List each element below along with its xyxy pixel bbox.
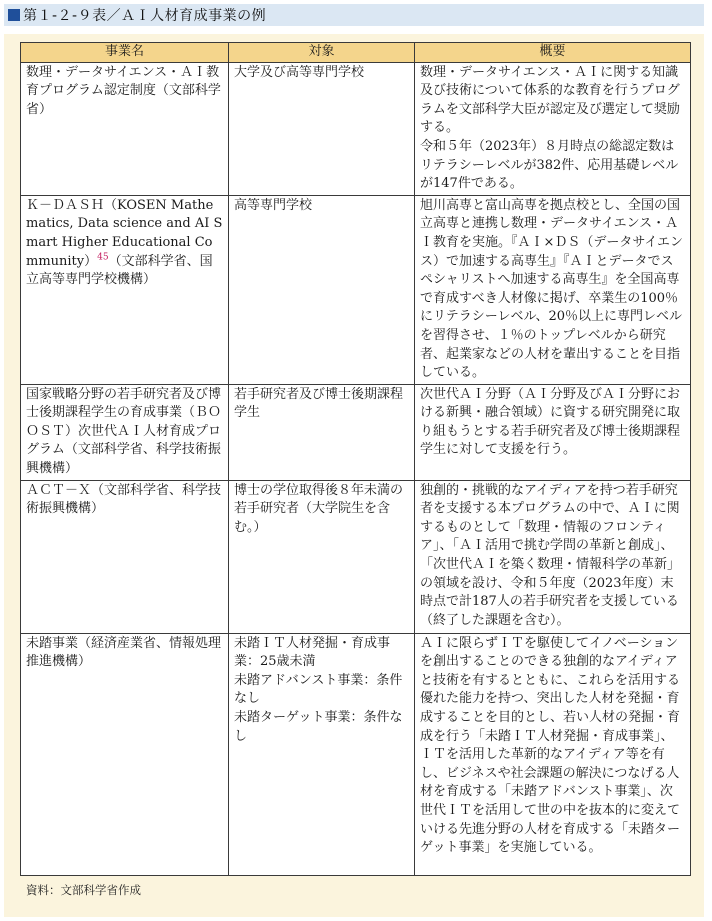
header-name: 事業名: [21, 43, 229, 63]
row-summary: 独創的・挑戦的なアイディアを持つ若手研究者を支援する本プログラムの中で、ＡＩに関するものとして「数理・情報のフロンティア」、「ＡＩ活用で挑む学問の革新と創成」、「次世代ＡＩを築く数理・情報科学の革新」の領域を設け、令和５年度（2023年度）末時点で計187人の若手研究者を支援している（終了した課題を含む）。: [415, 480, 691, 633]
row-target: 大学及び高等専門学校: [229, 62, 415, 195]
title-bar: [4, 4, 704, 26]
row-name: [21, 195, 229, 384]
row-target: 高等専門学校: [229, 195, 415, 384]
summary-paragraph: 数理・データサイエンス・ＡＩに関する知識及び技術について体系的な教育を行うプログラムを文部科学大臣が認定及び選定して奨励する。: [420, 64, 680, 136]
source-note: 資料：文部科学省作成: [26, 883, 141, 897]
row-summary: [415, 62, 691, 195]
table-row: [21, 62, 691, 195]
table-row: [21, 480, 691, 633]
table-row: [21, 195, 691, 384]
footnote-ref: 45: [97, 252, 109, 263]
row-name-org: （文部科学省、国立高等専門学校機構）: [26, 253, 213, 288]
header-summary: 概要: [415, 43, 691, 63]
table-row: [21, 633, 691, 875]
row-name: 未踏事業（経済産業省、情報処理推進機構）: [21, 633, 229, 875]
header-target: 対象: [229, 43, 415, 63]
table-title: 第１-２-９表／ＡＩ人材育成事業の例: [23, 8, 267, 24]
title-marker-icon: [8, 9, 20, 21]
row-name: 数理・データサイエンス・ＡＩ教育プログラム認定制度（文部科学省）: [21, 62, 229, 195]
target-line: 未踏ＩＴ人材発掘・育成事業：25歳未満: [234, 635, 391, 670]
ai-programs-table: [20, 42, 691, 876]
table-row: [21, 384, 691, 480]
row-summary: 次世代ＡＩ分野（ＡＩ分野及びＡＩ分野における新興・融合領域）に資する研究開発に取り組もうとする若手研究者及び博士後期課程学生に対して支援を行う。: [415, 384, 691, 480]
row-target: 博士の学位取得後８年未満の若手研究者（大学院生を含む。）: [229, 480, 415, 633]
summary-paragraph: 令和５年（2023年）８月時点の総認定数はリテラシーレベルが382件、応用基礎レベルが147件である。: [420, 138, 679, 192]
table-header-row: [21, 43, 691, 63]
row-name-text: Ｋ－ＤＡＳＨ（KOSEN Mathematics, Data science and AI Smart Higher Educational Community）: [26, 197, 223, 269]
row-name: ＡＣＴ－Ｘ（文部科学省、科学技術振興機構）: [21, 480, 229, 633]
row-summary: 旭川高専と富山高専を拠点校とし、全国の国立高専と連携し数理・データサイエンス・ＡＩ教育を実施。『ＡＩ×ＤＳ（データサイエンス）で加速する高専生』『ＡＩとデータでスペシャリストへ加速する高専生』を全国高専で育成すべき人材像に掲げ、卒業生の100％にリテラシーレベル、20％以上に専門レベルを習得させ、１％のトップレベルから研究者、起業家などの人材を輩出することを目指している。: [415, 195, 691, 384]
row-target: [229, 633, 415, 875]
row-name: 国家戦略分野の若手研究者及び博士後期課程学生の育成事業（ＢＯＯＳＴ）次世代ＡＩ人材育成プログラム（文部科学省、科学技術振興機構）: [21, 384, 229, 480]
row-summary: ＡＩに限らずＩＴを駆使してイノベーションを創出することのできる独創的なアイディアと技術を有するとともに、これらを活用する優れた能力を持つ、突出した人材を発掘・育成することを目的とし、若い人材の発掘・育成を行う「未踏ＩＴ人材発掘・育成事業」、ＩＴを活用した革新的なアイディア等を有し、ビジネスや社会課題の解決につなげる人材を育成する「未踏アドバンスト事業」、次世代ＩＴを活用して世の中を抜本的に変えていける先進分野の人材を育成する「未踏ターゲット事業」を実施している。: [415, 633, 691, 875]
row-target: 若手研究者及び博士後期課程学生: [229, 384, 415, 480]
target-line: 未踏ターゲット事業：条件なし: [234, 710, 403, 744]
target-line: 未踏アドバンスト事業：条件なし: [234, 672, 403, 707]
